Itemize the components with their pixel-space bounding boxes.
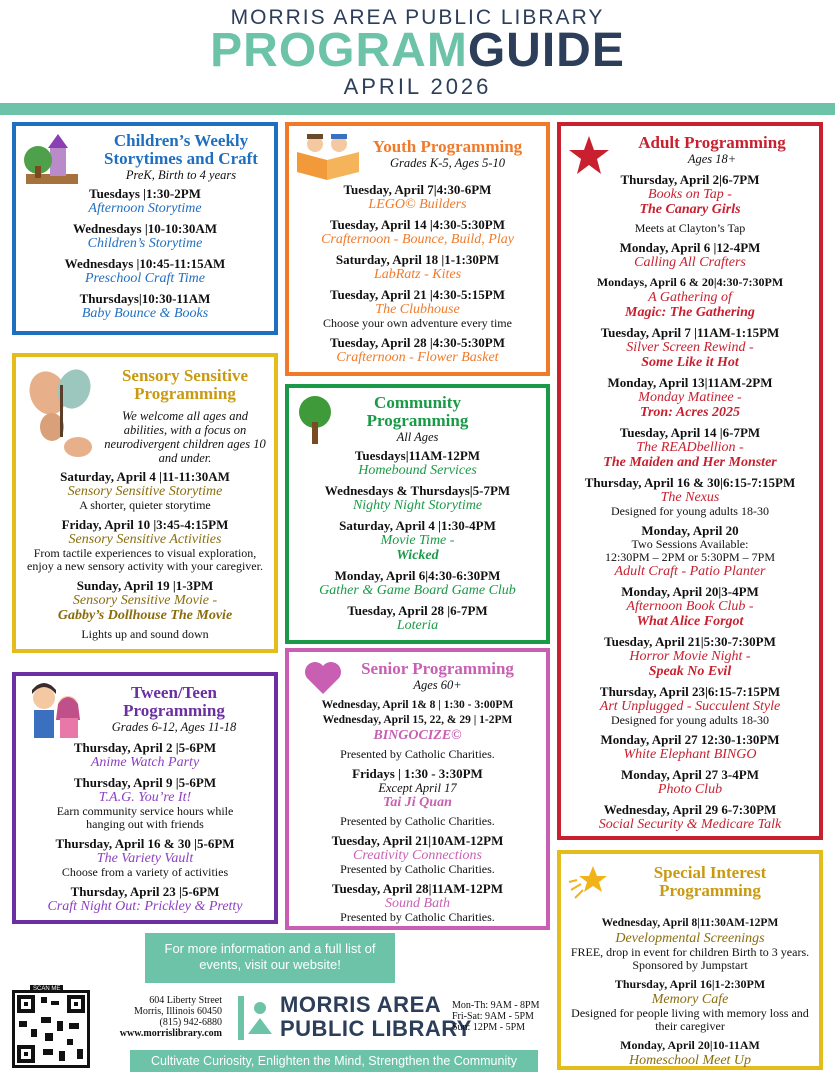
adult-event-0-note: Meets at Clayton’s Tap <box>634 221 746 235</box>
library-tagline: Cultivate Curiosity, Enlighten the Mind, Strengthen the Community <box>130 1050 538 1072</box>
guide-title-guide: GUIDE <box>467 24 625 77</box>
tween-event-1-title: T.A.G. You’re It! <box>98 790 192 805</box>
library-logo-icon <box>236 994 276 1042</box>
adult-event-5-subtitle: The Maiden and Her Monster <box>603 455 777 470</box>
sensory-event-2-note: Lights up and sound down <box>81 627 209 641</box>
special-section <box>557 850 823 1070</box>
youth-event-4-title: Crafternoon - Flower Basket <box>336 350 499 365</box>
senior-event-2-note: Presented by Catholic Charities. <box>340 862 495 876</box>
adult-event-1-when: Monday, April 6 |12-4PM <box>619 240 761 255</box>
childrens-event-0-when: Tuesdays |1:30-2PM <box>89 186 201 201</box>
sensory-title: Sensory Sensitive Programming <box>121 366 249 403</box>
tween-event-3-when: Thursday, April 23 |5-6PM <box>70 884 220 899</box>
childrens-subtitle: PreK, Birth to 4 years <box>125 168 237 182</box>
special-event-1-note: Designed for people living with memory loss and their caregiver <box>571 1006 809 1033</box>
youth-event-0-when: Tuesday, April 7|4:30-6PM <box>343 182 492 197</box>
adult-event-7-title: Adult Craft - Patio Planter <box>614 564 766 579</box>
adult-section <box>557 122 823 840</box>
logo-line-1: MORRIS AREA <box>280 992 442 1017</box>
teens-waving-icon <box>22 680 88 742</box>
hours-weekday: Mon-Th: 9AM - 8PM <box>452 1000 540 1011</box>
youth-event-2-when: Saturday, April 18 |1-1:30PM <box>335 252 500 267</box>
senior-event-2-when: Tuesday, April 21|10AM-12PM <box>331 833 504 848</box>
childrens-event-1-when: Wednesdays |10-10:30AM <box>72 221 218 236</box>
adult-event-8-subtitle: What Alice Forgot <box>636 614 744 629</box>
childrens-event-3-title: Baby Bounce & Books <box>81 306 209 321</box>
youth-event-0-title: LEGO© Builders <box>368 197 467 212</box>
website-banner[interactable]: For more information and a full list of events, visit our website! <box>145 933 395 983</box>
senior-section <box>285 648 550 930</box>
youth-event-4-when: Tuesday, April 28 |4:30-5:30PM <box>329 335 505 350</box>
heart-icon <box>303 660 343 696</box>
tween-event-0-when: Thursday, April 2 |5-6PM <box>73 740 217 755</box>
adult-event-8-when: Monday, April 20|3-4PM <box>621 584 759 599</box>
youth-event-3-note: Choose your own adventure every time <box>323 316 512 330</box>
library-logo-text <box>280 993 472 1041</box>
address-line-1: 604 Liberty Street <box>149 995 222 1006</box>
sensory-event-1-note: From tactile experiences to visual exploration, enjoy a new sensory activity with your caregiver. <box>27 546 263 573</box>
youth-section <box>285 122 550 376</box>
special-event-1-when: Thursday, April 16|1-2:30PM <box>614 977 766 991</box>
childrens-event-2-title: Preschool Craft Time <box>84 271 206 286</box>
adult-event-0-subtitle: The Canary Girls <box>639 202 741 217</box>
special-event-0-note: FREE, drop in event for children Birth to 3 years. Sponsored by Jumpstart <box>570 945 810 972</box>
sensory-event-2-when: Sunday, April 19 |1-3PM <box>76 578 214 593</box>
website-link[interactable]: www.morrislibrary.com <box>119 1028 222 1039</box>
senior-event-2-title: Creativity Connections <box>353 848 482 863</box>
adult-event-3-when: Tuesday, April 7 |11AM-1:15PM <box>600 325 780 340</box>
star-icon <box>567 134 611 176</box>
sensory-event-0-title: Sensory Sensitive Storytime <box>67 484 223 499</box>
community-title: Community Programming <box>366 393 469 430</box>
adult-event-0-title: Books on Tap - <box>648 187 732 202</box>
senior-event-1-exception: Except April 17 <box>378 781 457 795</box>
senior-event-0-title: BINGOCIZE© <box>373 728 462 743</box>
senior-event-3-title: Sound Bath <box>385 896 450 911</box>
tween-event-2-when: Thursday, April 16 & 30 |5-6PM <box>55 836 235 851</box>
community-event-4-title: Loteria <box>396 618 439 633</box>
youth-title: Youth Programming <box>372 137 523 156</box>
special-event-1-title: Memory Cafe <box>651 992 729 1007</box>
senior-event-1-title: Tai Ji Quan <box>383 795 452 810</box>
adult-event-2-title: A Gathering of <box>648 290 732 305</box>
community-event-2-subtitle: Wicked <box>396 548 439 563</box>
adult-event-4-title: Monday Matinee - <box>638 390 742 405</box>
youth-event-3-title: The Clubhouse <box>375 302 460 317</box>
adult-event-4-when: Monday, April 13|11AM-2PM <box>607 375 773 390</box>
adult-event-10-when: Thursday, April 23|6:15-7:15PM <box>599 684 781 699</box>
community-event-3-when: Monday, April 6|4:30-6:30PM <box>334 568 501 583</box>
butterfly-icon <box>22 365 102 461</box>
adult-event-2-when: Mondays, April 6 & 20|4:30-7:30PM <box>596 275 784 289</box>
senior-event-3-note: Presented by Catholic Charities. <box>340 910 495 924</box>
senior-subtitle: Ages 60+ <box>413 678 462 692</box>
guide-month: APRIL 2026 <box>343 74 492 99</box>
guide-title <box>0 25 835 77</box>
adult-event-6-when: Thursday, April 16 & 30|6:15-7:15PM <box>584 475 796 490</box>
adult-event-7-times: 12:30PM – 2PM or 5:30PM – 7PM <box>604 550 776 564</box>
tween-subtitle: Grades 6-12, Ages 11-18 <box>111 720 237 734</box>
senior-event-1-note: Presented by Catholic Charities. <box>340 814 495 828</box>
tween-event-2-note: Choose from a variety of activities <box>61 865 229 879</box>
community-event-0-title: Homebound Services <box>358 463 477 478</box>
community-event-4-when: Tuesday, April 28 |6-7PM <box>347 603 488 618</box>
community-event-3-title: Gather & Game Board Game Club <box>319 583 516 598</box>
contact-info <box>104 995 222 1039</box>
guide-title-program: PROGRAM <box>210 24 468 77</box>
youth-event-1-title: Crafternoon - Bounce, Build, Play <box>321 232 514 247</box>
community-subtitle: All Ages <box>396 430 439 444</box>
childrens-title: Children’s Weekly Storytimes and Craft <box>104 131 258 168</box>
tween-title: Tween/Teen Programming <box>123 683 225 720</box>
adult-event-11-title: White Elephant BINGO <box>623 747 757 762</box>
special-title: Special Interest Programming <box>653 863 767 900</box>
adult-event-7-note: Two Sessions Available: <box>631 537 749 551</box>
adult-event-3-subtitle: Some Like it Hot <box>641 355 739 370</box>
adult-event-7-when: Monday, April 20 <box>641 523 739 538</box>
adult-event-8-title: Afternoon Book Club - <box>626 599 754 614</box>
community-section <box>285 384 550 644</box>
community-event-2-title: Movie Time - <box>380 533 455 548</box>
sensory-event-1-title: Sensory Sensitive Activities <box>68 532 222 547</box>
special-event-2-title: Homeschool Meet Up <box>628 1053 752 1068</box>
adult-event-13-title: Social Security & Medicare Talk <box>598 817 782 832</box>
qr-pattern-icon <box>15 993 87 1065</box>
adult-event-9-subtitle: Speak No Evil <box>648 664 732 679</box>
hours-friday-saturday: Fri-Sat: 9AM - 5PM <box>452 1011 534 1022</box>
storybook-castle-icon <box>20 130 84 190</box>
sensory-event-2-subtitle: Gabby’s Dollhouse The Movie <box>57 608 233 623</box>
senior-event-0-note: Presented by Catholic Charities. <box>340 747 495 761</box>
adult-event-6-title: The Nexus <box>660 490 720 505</box>
tree-icon <box>295 394 335 446</box>
youth-event-2-title: LabRatz - Kites <box>373 267 462 282</box>
childrens-event-3-when: Thursdays|10:30-11AM <box>79 291 211 306</box>
senior-event-0-when: Wednesday, April 1& 8 | 1:30 - 3:00PM <box>321 699 514 711</box>
childrens-event-0-title: Afternoon Storytime <box>88 201 202 216</box>
tween-section <box>12 672 278 924</box>
adult-event-0-when: Thursday, April 2|6-7PM <box>620 172 760 187</box>
special-event-0-when: Wednesday, April 8|11:30AM-12PM <box>601 917 779 929</box>
adult-event-13-when: Wednesday, April 29 6-7:30PM <box>603 802 777 817</box>
tween-event-2-title: The Variety Vault <box>96 851 194 866</box>
adult-event-10-note: Designed for young adults 18-30 <box>611 713 769 727</box>
shooting-star-icon <box>567 862 609 902</box>
sensory-event-1-when: Friday, April 10 |3:45-4:15PM <box>61 517 229 532</box>
sensory-event-2-title: Sensory Sensitive Movie - <box>72 593 218 608</box>
youth-subtitle: Grades K-5, Ages 5-10 <box>389 156 506 170</box>
senior-event-1-when: Fridays | 1:30 - 3:30PM <box>352 766 483 781</box>
community-event-1-title: Nighty Night Storytime <box>352 498 483 513</box>
header-divider <box>0 103 835 115</box>
adult-event-4-subtitle: Tron: Acres 2025 <box>639 405 741 420</box>
adult-event-9-when: Tuesday, April 21|5:30-7:30PM <box>604 634 776 649</box>
childrens-event-2-when: Wednesdays |10:45-11:15AM <box>64 256 226 271</box>
tween-event-1-note: Earn community service hours while hanging out with friends <box>56 804 234 831</box>
adult-event-10-title: Art Unplugged - Succulent Style <box>599 699 781 714</box>
community-event-1-when: Wednesdays & Thursdays|5-7PM <box>324 483 511 498</box>
childrens-event-1-title: Children’s Storytime <box>87 236 203 251</box>
adult-event-5-title: The READbellion - <box>636 440 744 455</box>
hours-sunday: Sun: 12PM - 5PM <box>452 1022 526 1033</box>
adult-event-1-title: Calling All Crafters <box>634 255 746 270</box>
sensory-intro: We welcome all ages and abilities, with a focus on neurodivergent children ages 10 and under. <box>104 409 266 465</box>
scan-me-label: SCAN ME <box>30 985 63 993</box>
sensory-section <box>12 353 278 653</box>
address-line-2: Morris, Illinois 60450 <box>133 1006 222 1017</box>
adult-event-5-when: Tuesday, April 14 |6-7PM <box>619 425 761 440</box>
tween-event-1-when: Thursday, April 9 |5-6PM <box>73 775 217 790</box>
adult-event-12-title: Photo Club <box>657 782 723 797</box>
special-event-2-when: Monday, April 20|10-11AM <box>620 1038 760 1052</box>
community-event-0-when: Tuesdays|11AM-12PM <box>354 448 481 463</box>
library-hours <box>452 1000 540 1033</box>
tween-event-0-title: Anime Watch Party <box>90 755 200 770</box>
adult-event-9-title: Horror Movie Night - <box>629 649 751 664</box>
logo-line-2: PUBLIC LIBRARY <box>280 1016 472 1041</box>
sensory-event-0-note: A shorter, quieter storytime <box>79 498 211 512</box>
adult-event-3-title: Silver Screen Rewind - <box>626 340 754 355</box>
youth-event-3-when: Tuesday, April 21 |4:30-5:15PM <box>329 287 505 302</box>
senior-event-3-when: Tuesday, April 28|11AM-12PM <box>331 881 504 896</box>
adult-event-6-note: Designed for young adults 18-30 <box>611 504 769 518</box>
library-name: MORRIS AREA PUBLIC LIBRARY <box>230 6 605 29</box>
tween-event-3-title: Craft Night Out: Prickley & Pretty <box>47 899 243 914</box>
adult-event-2-subtitle: Magic: The Gathering <box>625 305 755 320</box>
community-event-2-when: Saturday, April 4 |1:30-4PM <box>339 518 496 533</box>
sensory-event-0-when: Saturday, April 4 |11-11:30AM <box>60 469 230 484</box>
adult-subtitle: Ages 18+ <box>687 152 737 166</box>
kids-reading-book-icon <box>293 130 363 182</box>
senior-title: Senior Programming <box>361 659 514 678</box>
adult-title: Adult Programming <box>638 133 786 152</box>
adult-event-11-when: Monday, April 27 12:30-1:30PM <box>600 732 780 747</box>
qr-code[interactable] <box>12 990 90 1068</box>
adult-event-12-when: Monday, April 27 3-4PM <box>621 767 759 782</box>
childrens-section <box>12 122 278 335</box>
phone-number: (815) 942-6880 <box>159 1017 222 1028</box>
youth-event-1-when: Tuesday, April 14 |4:30-5:30PM <box>329 217 505 232</box>
senior-event-0-when-2: Wednesday, April 15, 22, & 29 | 1-2PM <box>322 714 513 726</box>
special-event-0-title: Developmental Screenings <box>615 931 765 946</box>
